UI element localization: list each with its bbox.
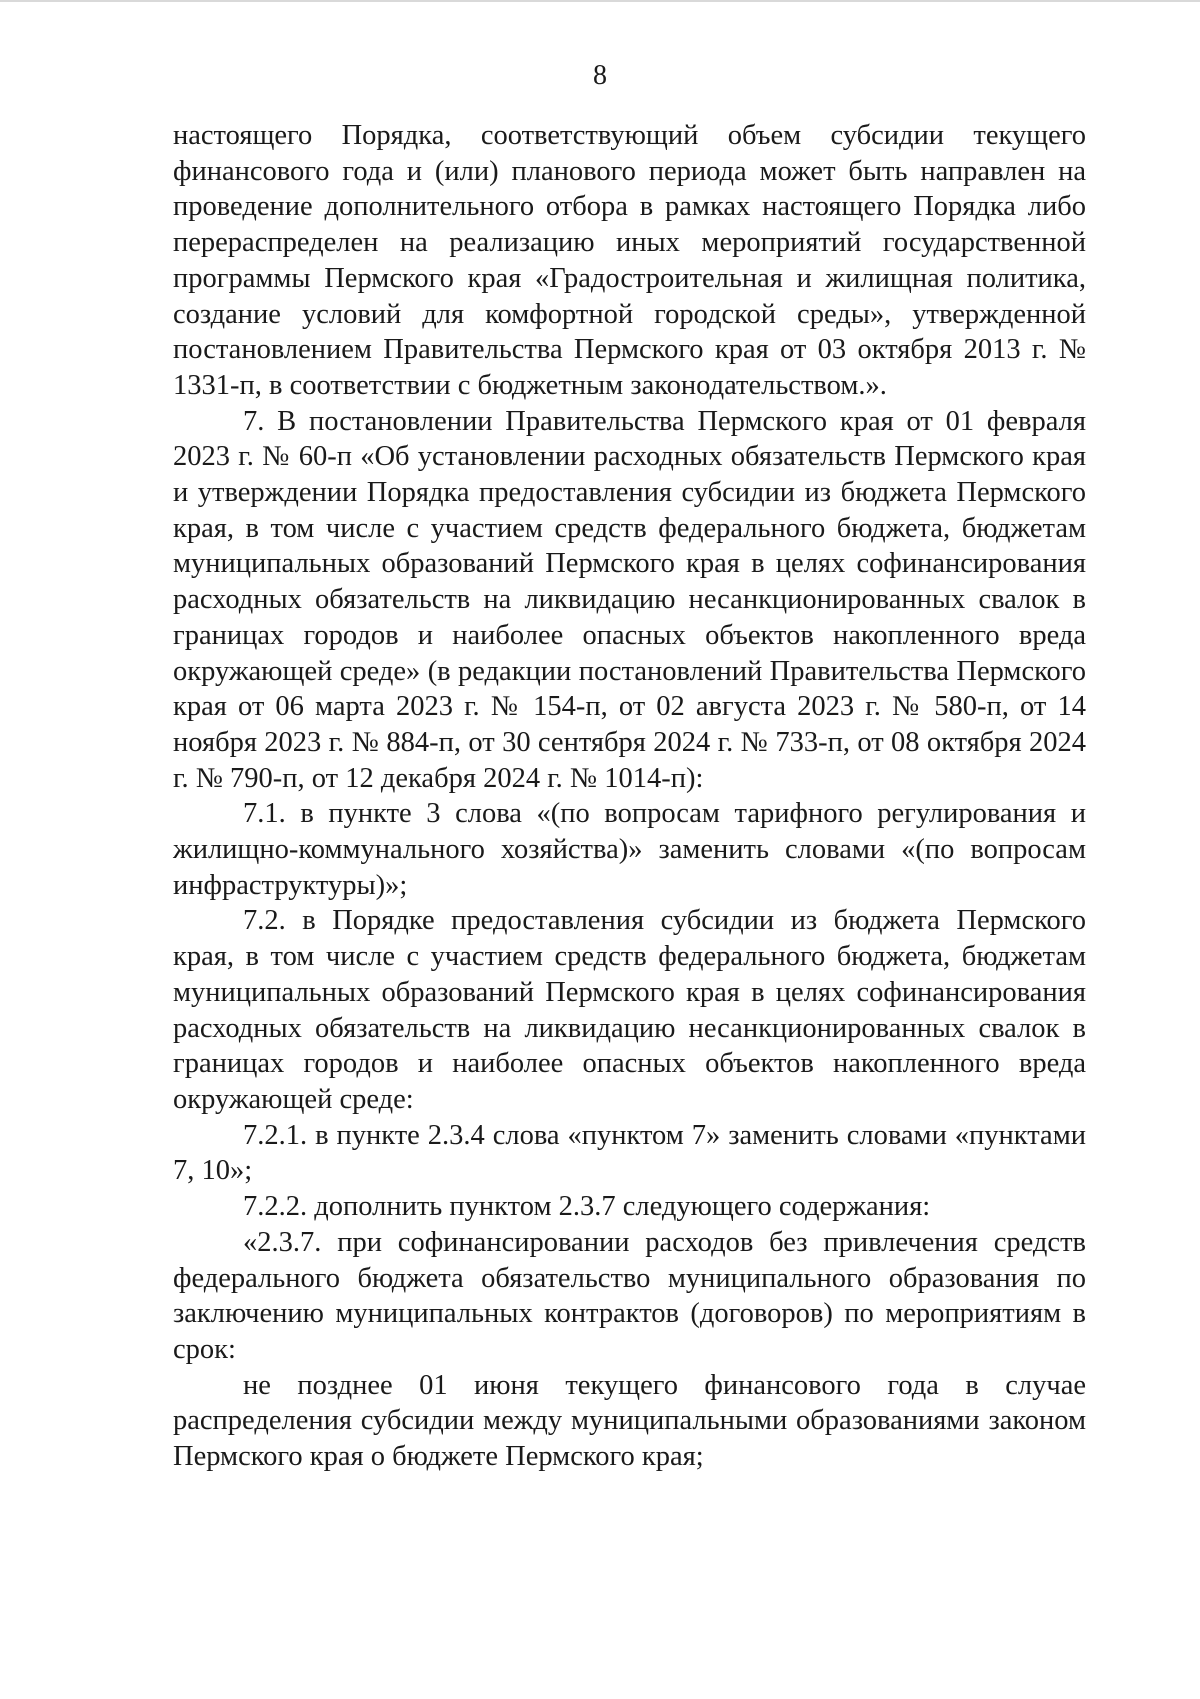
paragraph-item-7-2-1: 7.2.1. в пункте 2.3.4 слова «пунктом 7» заменить словами «пунктами 7, 10»; bbox=[173, 1119, 1086, 1187]
paragraph-deadline: не позднее 01 июня текущего финансового года в случае распределения субсидии между муниципальными образованиями законом Пермского края о бюджете Пермского края; bbox=[173, 1369, 1086, 1473]
page-number: 8 bbox=[593, 60, 607, 91]
paragraph-continuation: настоящего Порядка, соответствующий объем субсидии текущего финансового года и (или) планового периода может быть направлен на проведение дополнительного отбора в рамках настоящего Порядка либо перераспределен на реализацию иных мероприятий государственной программы Пермского края «Градостроительная и жилищная политика, создание условий для комфортной городской среды», утвержденной постановлением Правительства Пермского края от 03 октября 2013 г. № 1331-п, в соответствии с бюджетным законодательством.». bbox=[173, 120, 1086, 401]
paragraph-item-7-2: 7.2. в Порядке предоставления субсидии из бюджета Пермского края, в том числе с участием средств федерального бюджета, бюджетам муниципальных образований Пермского края в целях софинансирования расходных обязательств на ликвидацию несанкционированных свалок в границах городов и наиболее опасных объектов накопленного вреда окружающей среде: bbox=[173, 905, 1086, 1115]
document-body bbox=[173, 118, 1086, 1475]
paragraph-item-7: 7. В постановлении Правительства Пермского края от 01 февраля 2023 г. № 60-п «Об установлении расходных обязательств Пермского края и утверждении Порядка предоставления субсидии из бюджета Пермского края, в том числе с участием средств федерального бюджета, бюджетам муниципальных образований Пермского края в целях софинансирования расходных обязательств на ликвидацию несанкционированных свалок в границах городов и наиболее опасных объектов накопленного вреда окружающей среде» (в редакции постановлений Правительства Пермского края от 06 марта 2023 г. № 154-п, от 02 августа 2023 г. № 580-п, от 14 ноября 2023 г. № 884-п, от 30 сентября 2024 г. № 733-п, от 08 октября 2024 г. № 790-п, от 12 декабря 2024 г. № 1014-п): bbox=[173, 405, 1086, 794]
paragraph-item-2-3-7: «2.3.7. при софинансировании расходов без привлечения средств федерального бюджета обязательство муниципального образования по заключению муниципальных контрактов (договоров) по мероприятиям в срок: bbox=[173, 1226, 1086, 1365]
paragraph-item-7-2-2: 7.2.2. дополнить пунктом 2.3.7 следующего содержания: bbox=[243, 1191, 931, 1223]
paragraph-item-7-1: 7.1. в пункте 3 слова «(по вопросам тарифного регулирования и жилищно-коммунального хозяйства)» заменить словами «(по вопросам инфраструктуры)»; bbox=[173, 798, 1086, 901]
scan-edge-line bbox=[0, 0, 1200, 2]
